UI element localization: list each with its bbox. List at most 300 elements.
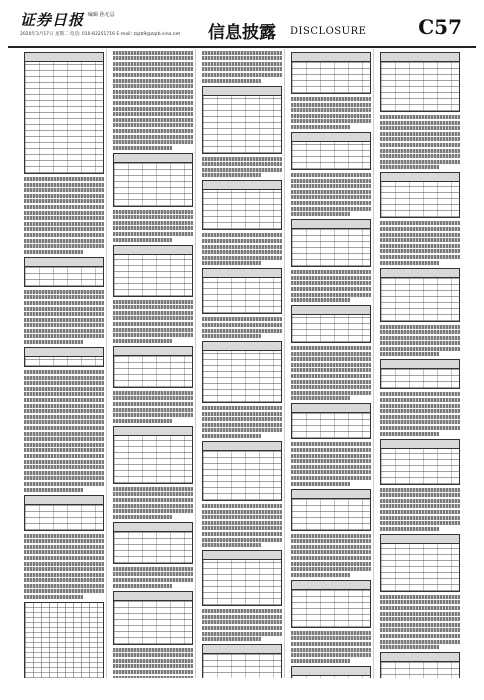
body-text-line — [380, 126, 460, 130]
body-text-line — [113, 135, 193, 139]
data-table — [380, 172, 460, 218]
body-text-line — [202, 515, 282, 519]
date-contact-line: 2020年3月17日 星期二 电话: 010-83251716 E-mail: zqrb9@zqrb.sina.net — [20, 32, 181, 37]
body-text-line — [291, 190, 371, 194]
body-text-line — [24, 307, 104, 311]
body-text-line — [202, 250, 282, 254]
body-text-line — [24, 177, 104, 181]
body-text-line — [202, 417, 282, 421]
body-text-line — [291, 298, 350, 302]
body-text-line — [24, 244, 104, 248]
body-text-line — [113, 62, 193, 66]
body-text-line — [202, 538, 282, 542]
body-text-line — [24, 420, 104, 424]
body-text-line — [24, 476, 104, 480]
body-text-line — [202, 532, 282, 536]
body-text-line — [113, 84, 193, 88]
body-text-line — [380, 227, 460, 231]
body-text-line — [202, 67, 282, 71]
body-text-line — [24, 404, 104, 408]
body-text-line — [113, 210, 193, 214]
body-text-line — [24, 589, 104, 593]
body-text-line — [291, 195, 371, 199]
body-text-line — [380, 595, 460, 599]
masthead — [8, 0, 476, 48]
table-header — [381, 173, 459, 182]
table-header — [381, 269, 459, 278]
body-text-line — [291, 374, 371, 378]
body-text-line — [24, 415, 104, 419]
body-text-line — [380, 510, 460, 514]
table-header — [203, 442, 281, 451]
body-text-line — [291, 368, 371, 372]
body-text-line — [380, 521, 460, 525]
body-text-line — [291, 642, 371, 646]
body-text-line — [24, 584, 104, 588]
data-table — [202, 268, 282, 314]
body-text-line — [291, 114, 371, 118]
body-text-line — [380, 623, 460, 627]
body-text-line — [113, 408, 193, 412]
section-title: 信息披露 — [208, 23, 276, 43]
body-text-line — [113, 413, 193, 417]
body-text-line — [113, 492, 193, 496]
table-header — [203, 645, 281, 654]
body-text-line — [113, 515, 172, 519]
column-5 — [378, 49, 462, 678]
body-text-line — [202, 434, 261, 438]
body-text-line — [24, 188, 104, 192]
body-text-line — [380, 261, 439, 265]
table-header — [114, 427, 192, 436]
body-text-line — [113, 232, 193, 236]
body-text-line — [291, 465, 371, 469]
body-text-line — [113, 300, 193, 304]
body-text-line — [113, 146, 172, 150]
body-text-line — [380, 404, 460, 408]
body-text-line — [24, 471, 104, 475]
body-text-line — [291, 357, 371, 361]
body-text-line — [24, 426, 104, 430]
body-text-line — [380, 488, 460, 492]
body-text-line — [24, 199, 104, 203]
body-text-line — [113, 90, 193, 94]
body-text-line — [202, 162, 282, 166]
body-text-line — [291, 482, 350, 486]
body-text-line — [380, 347, 460, 351]
body-text-line — [291, 539, 371, 543]
body-text-line — [380, 238, 460, 242]
body-text-line — [291, 179, 371, 183]
graph-table — [24, 602, 104, 678]
body-text-line — [24, 545, 104, 549]
body-text-line — [113, 402, 193, 406]
body-text-line — [291, 476, 371, 480]
table-header — [381, 535, 459, 544]
body-text-line — [380, 352, 439, 356]
body-text-line — [113, 419, 172, 423]
body-text-line — [291, 459, 371, 463]
body-text-line — [380, 640, 460, 644]
body-text-line — [24, 376, 104, 380]
body-text-line — [291, 108, 371, 112]
table-header — [381, 653, 459, 662]
body-text-line — [291, 212, 350, 216]
body-text-line — [291, 352, 371, 356]
body-text-line — [113, 509, 193, 513]
body-text-line — [113, 316, 193, 320]
data-table — [202, 86, 282, 154]
body-text-line — [380, 154, 460, 158]
body-text-line — [24, 329, 104, 333]
body-text-line — [380, 325, 460, 329]
column-2 — [111, 49, 196, 678]
body-text-line — [202, 317, 282, 321]
body-text-line — [24, 323, 104, 327]
data-table — [380, 359, 460, 389]
body-text-line — [113, 322, 193, 326]
body-text-line — [113, 79, 193, 83]
body-text-line — [291, 380, 371, 384]
data-table — [202, 550, 282, 606]
body-text-line — [380, 426, 460, 430]
table-header — [292, 667, 370, 676]
body-text-line — [24, 301, 104, 305]
newspaper-logo: 证券日报 — [20, 11, 85, 29]
body-text-line — [113, 215, 193, 219]
body-text-line — [380, 415, 460, 419]
body-text-line — [113, 648, 193, 652]
body-text-line — [380, 233, 460, 237]
body-text-line — [202, 620, 282, 624]
body-text-line — [291, 567, 371, 571]
body-text-line — [24, 454, 104, 458]
body-text-line — [202, 56, 282, 60]
body-text-line — [113, 328, 193, 332]
data-table — [291, 403, 371, 439]
body-text-line — [24, 539, 104, 543]
body-text-line — [113, 51, 193, 55]
body-text-line — [24, 392, 104, 396]
body-text-line — [202, 62, 282, 66]
data-table — [380, 52, 460, 112]
body-text-line — [113, 107, 193, 111]
body-text-line — [291, 119, 371, 123]
body-text-line — [380, 132, 460, 136]
body-text-line — [113, 101, 193, 105]
body-text-line — [24, 578, 104, 582]
body-text-line — [24, 370, 104, 374]
body-text-line — [291, 534, 371, 538]
body-text-line — [291, 201, 371, 205]
body-text-line — [380, 336, 460, 340]
body-text-line — [113, 238, 172, 242]
body-text-line — [113, 226, 193, 230]
body-text-line — [113, 140, 193, 144]
body-text-line — [291, 442, 371, 446]
body-text-line — [202, 543, 261, 547]
table-header — [203, 269, 281, 278]
table-header — [114, 592, 192, 601]
table-header — [114, 154, 192, 163]
data-table — [291, 219, 371, 267]
data-table — [202, 341, 282, 403]
body-text-line — [202, 412, 282, 416]
body-text-line — [380, 165, 439, 169]
body-text-line — [380, 143, 460, 147]
table-header — [292, 133, 370, 142]
body-text-line — [380, 398, 460, 402]
body-text-line — [202, 239, 282, 243]
body-text-line — [202, 521, 282, 525]
table-header — [292, 53, 370, 62]
body-text-line — [202, 157, 282, 161]
body-text-line — [291, 103, 371, 107]
body-text-line — [291, 173, 371, 177]
data-table — [380, 652, 460, 678]
body-text-line — [291, 448, 371, 452]
body-text-line — [24, 194, 104, 198]
table-header — [292, 581, 370, 590]
section-title-en: DISCLOSURE — [290, 26, 367, 37]
body-text-line — [24, 482, 104, 486]
body-text-line — [113, 112, 193, 116]
body-text-line — [24, 465, 104, 469]
body-text-line — [291, 470, 371, 474]
body-text-line — [24, 295, 104, 299]
body-text-line — [202, 632, 282, 636]
body-text-line — [380, 255, 460, 259]
body-text-line — [113, 670, 193, 674]
body-text-line — [24, 448, 104, 452]
body-text-line — [202, 609, 282, 613]
body-text-line — [380, 600, 460, 604]
table-header — [381, 53, 459, 62]
body-text-line — [24, 211, 104, 215]
table-header — [25, 258, 103, 267]
data-table — [113, 346, 193, 388]
body-text-line — [113, 653, 193, 657]
table-header — [292, 220, 370, 229]
table-header — [114, 246, 192, 255]
body-text-line — [202, 637, 261, 641]
body-text-line — [380, 115, 460, 119]
body-text-line — [24, 595, 83, 599]
table-header — [203, 87, 281, 96]
body-text-line — [113, 676, 193, 679]
body-text-line — [24, 437, 104, 441]
body-text-line — [380, 606, 460, 610]
body-text-line — [291, 562, 371, 566]
body-text-line — [24, 222, 104, 226]
body-text-line — [291, 363, 371, 367]
data-table — [291, 305, 371, 343]
article-columns — [22, 49, 462, 678]
body-text-line — [202, 423, 282, 427]
body-text-line — [291, 276, 371, 280]
table-header — [381, 360, 459, 369]
body-text-line — [291, 287, 371, 291]
body-text-line — [291, 97, 371, 101]
body-text-line — [113, 95, 193, 99]
column-4 — [289, 49, 374, 678]
body-text-line — [380, 516, 460, 520]
body-text-line — [24, 233, 104, 237]
table-header — [292, 490, 370, 499]
body-text-line — [24, 567, 104, 571]
body-text-line — [113, 123, 193, 127]
body-text-line — [291, 648, 371, 652]
body-text-line — [380, 612, 460, 616]
data-table — [113, 591, 193, 645]
body-text-line — [291, 207, 371, 211]
body-text-line — [202, 329, 282, 333]
body-text-line — [24, 334, 104, 338]
body-text-line — [24, 562, 104, 566]
body-text-line — [202, 334, 261, 338]
body-text-line — [113, 572, 193, 576]
body-text-line — [202, 510, 282, 514]
body-text-line — [24, 488, 83, 492]
data-table — [291, 666, 371, 678]
body-text-line — [202, 406, 282, 410]
table-header — [203, 181, 281, 190]
body-text-line — [291, 125, 350, 129]
body-text-line — [202, 323, 282, 327]
body-text-line — [202, 245, 282, 249]
body-text-line — [202, 428, 282, 432]
table-header — [203, 551, 281, 560]
body-text-line — [24, 318, 104, 322]
table-header — [25, 496, 103, 505]
body-text-line — [291, 653, 371, 657]
body-text-line — [24, 409, 104, 413]
data-table — [113, 522, 193, 564]
data-table — [113, 426, 193, 484]
body-text-line — [291, 293, 371, 297]
body-text-line — [24, 290, 104, 294]
body-text-line — [291, 659, 350, 663]
data-table — [291, 52, 371, 94]
body-text-line — [202, 51, 282, 55]
data-table — [24, 495, 104, 531]
body-text-line — [380, 409, 460, 413]
column-1 — [22, 49, 107, 678]
body-text-line — [113, 305, 193, 309]
body-text-line — [202, 504, 282, 508]
body-text-line — [24, 387, 104, 391]
data-table — [291, 580, 371, 628]
body-text-line — [380, 504, 460, 508]
data-table — [24, 257, 104, 287]
body-text-line — [380, 392, 460, 396]
body-text-line — [24, 216, 104, 220]
body-text-line — [113, 67, 193, 71]
body-text-line — [202, 168, 282, 172]
data-table — [380, 268, 460, 322]
body-text-line — [380, 432, 439, 436]
body-text-line — [380, 330, 460, 334]
table-header — [381, 440, 459, 449]
body-text-line — [202, 261, 261, 265]
body-text-line — [113, 129, 193, 133]
body-text-line — [113, 391, 193, 395]
body-text-line — [24, 443, 104, 447]
body-text-line — [113, 498, 193, 502]
body-text-line — [24, 205, 104, 209]
body-text-line — [380, 244, 460, 248]
body-text-line — [380, 137, 460, 141]
body-text-line — [380, 341, 460, 345]
body-text-line — [202, 526, 282, 530]
body-text-line — [202, 73, 282, 77]
data-table — [113, 245, 193, 297]
body-text-line — [380, 628, 460, 632]
body-text-line — [24, 381, 104, 385]
body-text-line — [202, 615, 282, 619]
body-text-line — [291, 556, 371, 560]
body-text-line — [380, 499, 460, 503]
body-text-line — [24, 550, 104, 554]
body-text-line — [291, 454, 371, 458]
body-text-line — [291, 631, 371, 635]
table-header — [114, 523, 192, 532]
body-text-line — [113, 487, 193, 491]
body-text-line — [24, 573, 104, 577]
data-table — [202, 441, 282, 501]
data-table — [24, 347, 104, 367]
table-header — [114, 347, 192, 356]
body-text-line — [24, 239, 104, 243]
body-text-line — [380, 121, 460, 125]
body-text-line — [113, 504, 193, 508]
body-text-line — [380, 160, 460, 164]
body-text-line — [113, 664, 193, 668]
body-text-line — [113, 118, 193, 122]
body-text-line — [202, 233, 282, 237]
body-text-line — [291, 346, 371, 350]
body-text-line — [113, 584, 172, 588]
body-text-line — [113, 311, 193, 315]
body-text-line — [380, 645, 439, 649]
data-table — [291, 489, 371, 531]
table-header — [292, 306, 370, 315]
body-text-line — [291, 184, 371, 188]
body-text-line — [291, 391, 371, 395]
body-text-line — [202, 256, 282, 260]
body-text-line — [291, 396, 350, 400]
body-text-line — [291, 573, 350, 577]
body-text-line — [24, 250, 83, 254]
table-header — [203, 342, 281, 351]
data-table — [380, 439, 460, 485]
body-text-line — [291, 385, 371, 389]
body-text-line — [380, 617, 460, 621]
body-text-line — [24, 534, 104, 538]
body-text-line — [113, 659, 193, 663]
body-text-line — [380, 221, 460, 225]
data-table — [291, 132, 371, 170]
body-text-line — [113, 73, 193, 77]
editor-line: 编辑 孙无忌 — [88, 12, 115, 18]
body-text-line — [113, 578, 193, 582]
body-text-line — [380, 634, 460, 638]
page-number: C57 — [418, 15, 462, 39]
body-text-line — [380, 527, 439, 531]
body-text-line — [24, 312, 104, 316]
column-3 — [200, 49, 285, 678]
body-text-line — [24, 227, 104, 231]
